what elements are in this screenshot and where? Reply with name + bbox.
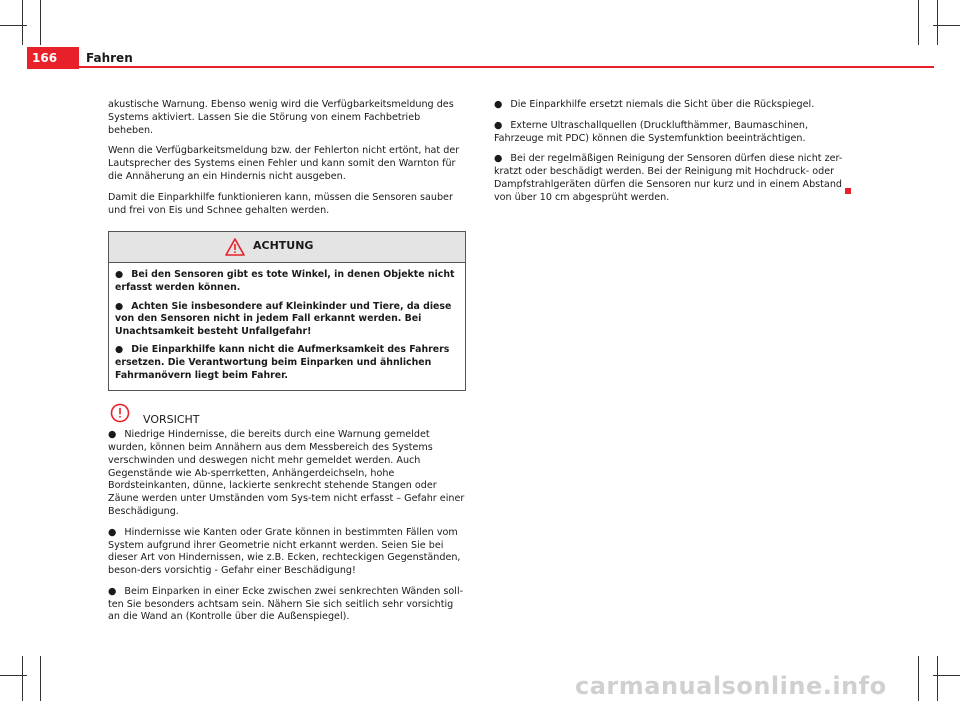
crop-mark xyxy=(918,656,919,701)
crop-mark xyxy=(22,656,23,701)
crop-mark xyxy=(22,0,23,45)
warning-triangle-icon xyxy=(225,238,245,261)
crop-mark xyxy=(918,0,919,45)
page-number: 166 xyxy=(27,47,79,69)
warning-item: ● Achten Sie insbesondere auf Kleinkinder und Tiere, da diese von den Sensoren nicht in jedem Fall erkannt werden. Bei Unachtsamkeit besteht Unfallgefahr! xyxy=(115,300,452,337)
warning-header xyxy=(109,232,465,263)
left-column xyxy=(108,99,468,632)
caution-item: ● Beim Einparken in einer Ecke zwischen zwei senkrechten Wänden soll-ten Sie besonders achtsam sein. Nähern Sie sich seitlich sehr vorsichtig an die Wand an (Kontrolle über die Außenspiegel). xyxy=(108,585,464,623)
right-column xyxy=(494,99,854,213)
section-end-marker xyxy=(845,188,851,194)
warning-box xyxy=(108,231,466,391)
crop-mark xyxy=(40,0,41,45)
intro-paragraph: akustische Warnung. Ebenso wenig wird die Verfügbarkeitsmeldung des Systems aktiviert. Lassen Sie die Störung von einem Fachbetrieb beheben. xyxy=(108,99,454,136)
crop-mark xyxy=(937,656,938,701)
watermark: carmanualsonline.info xyxy=(575,672,887,700)
intro-paragraph: Damit die Einparkhilfe funktionieren kann, müssen die Sensoren sauber und frei von Eis und Schnee gehalten werden. xyxy=(108,191,453,216)
caution-title: VORSICHT xyxy=(143,413,200,427)
note-item: ● Die Einparkhilfe ersetzt niemals die Sicht über die Rückspiegel. xyxy=(494,99,815,110)
warning-item: ● Die Einparkhilfe kann nicht die Aufmerksamkeit des Fahrers ersetzen. Die Verantwortung beim Einparken und ähnlichen Fahrmanövern liegt beim Fahrer. xyxy=(115,344,450,381)
caution-header xyxy=(108,403,468,429)
caution-exclamation-icon xyxy=(110,403,130,428)
note-item: ● Externe Ultraschallquellen (Drucklufthämmer, Baumaschinen, Fahrzeuge mit PDC) können die Systemfunktion beeinträchtigen. xyxy=(494,119,809,144)
note-item: ● Bei der regelmäßigen Reinigung der Sensoren dürfen diese nicht zer-kratzt oder beschädigt werden. Bei der Reinigung mit Hochdruck- oder Dampfstrahlgeräten dürfen die Sensoren nur kurz und in einem Abstand von über 10 cm abgesprüht werden. xyxy=(494,153,843,203)
warning-title: ACHTUNG xyxy=(253,239,314,253)
section-title: Fahren xyxy=(86,51,133,65)
caution-item: ● Niedrige Hindernisse, die bereits durch eine Warnung gemeldet wurden, können beim Annähern aus dem Messbereich des Systems verschwinden und deswegen nicht mehr gemeldet werden. Auch Gegenstände wie Ab-sperrketten, Anhängerdeichseln, hohe Bordsteinkanten, dünne, lackierte senkrecht stehende Stangen oder Zäune werden unter Umständen vom Sys-tem nicht erfasst – Gefahr einer Beschädigung. xyxy=(108,429,465,517)
warning-item: ● Bei den Sensoren gibt es tote Winkel, in denen Objekte nicht erfasst werden können. xyxy=(115,269,455,293)
caution-item: ● Hindernisse wie Kanten oder Grate können in bestimmten Fällen vom System aufgrund ihrer Geometrie nicht erkannt werden. Seien Sie bei dieser Art von Hindernissen, wie z.B. Ecken, rechteckigen Gegenständen, beson-ders vorsichtig - Gefahr einer Beschädigung! xyxy=(108,526,461,577)
crop-mark xyxy=(937,0,938,45)
intro-paragraph: Wenn die Verfügbarkeitsmeldung bzw. der Fehlerton nicht ertönt, hat der Lautsprecher des Systems einen Fehler und kann somit den Warnton für die Annäherung an ein Hindernis nicht ausgeben. xyxy=(108,145,460,182)
crop-mark xyxy=(40,656,41,701)
warning-body xyxy=(109,263,465,390)
header-rule xyxy=(79,66,934,68)
